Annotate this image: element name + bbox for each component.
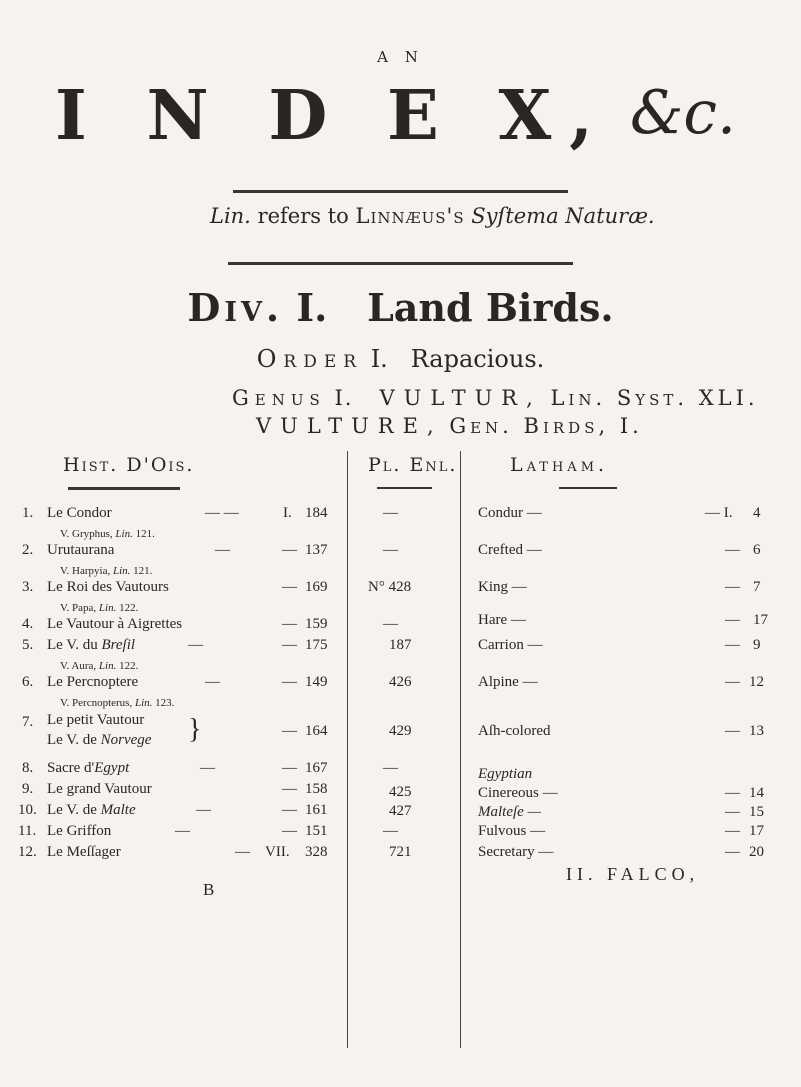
entry-vol: —	[282, 579, 297, 595]
entry-num: 3.	[22, 579, 34, 595]
entry-latham-vol: —	[725, 785, 740, 801]
entry-latham: Hare —	[478, 612, 526, 628]
entry-latham-vol: —	[725, 723, 740, 739]
entry-latham: Crefted —	[478, 542, 542, 558]
column-header-hist: Hist. D'Ois.	[63, 454, 195, 476]
entry-name-2-italic: Norvege	[100, 732, 152, 748]
synonym	[60, 602, 138, 614]
entry-page: 137	[305, 542, 328, 558]
division-label: Div.	[187, 285, 284, 330]
entry-name: Urutaurana	[47, 542, 115, 558]
entry-pl: —	[383, 616, 398, 632]
entry-pl: 721	[389, 844, 412, 860]
entry-page: 328	[305, 844, 328, 860]
entry-name	[47, 760, 129, 777]
entry-num: 1.	[22, 505, 34, 521]
entry-latham-page: 17	[749, 823, 764, 839]
synonym-lin: Lin.	[112, 565, 131, 577]
synonym-text: V. Harpyia,	[60, 565, 111, 577]
genus-num: I.	[334, 386, 354, 410]
entry-latham: Alpine —	[478, 674, 538, 690]
column-divider-1	[347, 451, 348, 1048]
synonym	[60, 660, 138, 672]
heading-index: I N D E X,	[55, 76, 611, 156]
entry-latham-vol: —	[725, 823, 740, 839]
entry-latham-vol: —	[725, 579, 740, 595]
entry-vol: —	[282, 637, 297, 653]
entry-name: Le Griffon	[47, 823, 112, 839]
entry-latham: Secretary —	[478, 844, 554, 860]
entry-vol: —	[282, 823, 297, 839]
entry-pl: 425	[389, 784, 412, 800]
entry-page: 175	[305, 637, 328, 653]
entry-dash: —	[215, 542, 230, 558]
entry-vol: —	[282, 760, 297, 776]
entry-vol: —	[282, 723, 297, 739]
synonym-text: V. Aura,	[60, 660, 97, 672]
entry-name-text: Sacre d'	[47, 760, 95, 776]
synonym-ref: 123.	[155, 697, 175, 709]
entry-num: 12.	[18, 844, 37, 860]
entry-num: 10.	[18, 802, 37, 818]
order-heading	[0, 345, 801, 373]
synonym-ref: 122.	[119, 660, 139, 672]
entry-page: 167	[305, 760, 328, 776]
genus-latin: VULTUR,	[379, 386, 542, 410]
entry-latham-page: 15	[749, 804, 764, 820]
entry-dash: — —	[205, 505, 239, 521]
entry-num: 4.	[22, 616, 34, 632]
entry-pl: —	[383, 505, 398, 521]
entry-page: 151	[305, 823, 328, 839]
column-header-latham: Latham.	[510, 454, 609, 476]
entry-pl: 427	[389, 803, 412, 819]
linnaeus-name: Linnæus's	[355, 204, 465, 228]
entry-name: Le grand Vautour	[47, 781, 152, 797]
entry-latham-page: 12	[749, 674, 764, 690]
entry-vol: —	[282, 674, 297, 690]
header-rule	[233, 190, 568, 193]
entry-name-italic: Breſil	[101, 637, 136, 653]
division-heading	[0, 285, 801, 330]
entry-vol: —	[282, 616, 297, 632]
signature-mark: B	[203, 880, 215, 899]
synonym	[60, 697, 174, 709]
entry-page: 159	[305, 616, 328, 632]
entry-vol: —	[282, 781, 297, 797]
entry-latham: Cinereous —	[478, 785, 558, 801]
entry-latham-page: 20	[749, 844, 764, 860]
entry-page: 169	[305, 579, 328, 595]
heading-etc: &c.	[630, 78, 737, 148]
brace-icon: }	[188, 714, 202, 745]
synonym-lin: Lin.	[115, 528, 133, 540]
entry-name: Le Percnoptere	[47, 674, 139, 690]
division-title: Land Birds.	[367, 285, 614, 330]
entry-name: Le Condor	[47, 505, 112, 521]
pl-underline	[377, 487, 432, 489]
entry-latham-page: 14	[749, 785, 764, 801]
entry-name-2	[47, 732, 151, 749]
entry-num: 6.	[22, 674, 34, 690]
entry-name: Le petit Vautour	[47, 712, 145, 728]
order-label: Order	[256, 345, 364, 373]
entry-num: 8.	[22, 760, 34, 776]
synonym	[60, 528, 155, 540]
entry-latham-vol: —	[725, 542, 740, 558]
entry-vol: VII.	[265, 844, 290, 860]
refers-to: refers to	[257, 204, 349, 228]
entry-latham-page: 17	[753, 612, 768, 628]
entry-latham-vol: —	[725, 844, 740, 860]
entry-latham	[478, 804, 541, 821]
genus-english-line	[256, 414, 643, 438]
division-num: I.	[296, 285, 328, 330]
genus-heading	[232, 386, 759, 410]
entry-name	[47, 637, 135, 654]
entry-latham-vol: —	[725, 804, 740, 820]
entry-num: 7.	[22, 714, 34, 730]
entry-page: 161	[305, 802, 328, 818]
entry-dash: —	[175, 823, 190, 839]
linnaeus-note	[210, 204, 655, 228]
entry-latham-italic: Malteſe —	[478, 804, 541, 820]
synonym-text: V. Percnopterus,	[60, 697, 133, 709]
entry-latham-page: 9	[753, 637, 761, 653]
entry-latham: Fulvous —	[478, 823, 546, 839]
entry-num: 5.	[22, 637, 34, 653]
entry-page: 164	[305, 723, 328, 739]
entry-pl: 187	[389, 637, 412, 653]
entry-name-italic: Egypt	[94, 760, 130, 776]
genus-label: Genus	[232, 386, 326, 410]
entry-vol: —	[282, 802, 297, 818]
synonym-ref: 122.	[119, 602, 139, 614]
entry-latham-page: 6	[753, 542, 761, 558]
synonym-lin: Lin.	[98, 660, 117, 672]
entry-latham-vol: —	[725, 674, 740, 690]
synonym-ref: 121.	[135, 528, 155, 540]
entry-num: 11.	[18, 823, 37, 839]
entry-vol: —	[282, 542, 297, 558]
column-header-pl: Pl. Enl.	[368, 454, 458, 476]
entry-pl: —	[383, 542, 398, 558]
column-divider-2	[460, 451, 461, 1048]
synonym-text: V. Papa,	[60, 602, 97, 614]
genus-ref2: Gen. Birds, I.	[449, 414, 643, 438]
entry-latham: Condur —	[478, 505, 542, 521]
entry-name-italic: Malte	[100, 802, 136, 818]
entry-dash: —	[235, 844, 250, 860]
genus-english: VULTURE,	[256, 414, 443, 438]
entry-latham-page: 13	[749, 723, 764, 739]
entry-pl: —	[383, 823, 398, 839]
synonym-text: V. Gryphus,	[60, 528, 113, 540]
order-title: Rapacious.	[410, 345, 545, 373]
entry-page: 149	[305, 674, 328, 690]
entry-num: 9.	[22, 781, 34, 797]
entry-name: Le Meſſager	[47, 844, 121, 860]
entry-dash: —	[188, 637, 203, 653]
entry-name: Le Roi des Vautours	[47, 579, 169, 595]
entry-latham: Egyptian	[478, 766, 533, 782]
synonym-lin: Lin.	[134, 697, 153, 709]
systema-title: Syſtema Naturæ.	[471, 204, 655, 228]
entry-pl: 429	[389, 723, 412, 739]
entry-pl: N° 428	[368, 579, 412, 595]
lin-abbrev: Lin.	[210, 204, 251, 228]
synonym-lin: Lin.	[98, 602, 117, 614]
entry-pl: —	[383, 760, 398, 776]
synonym-ref: 121.	[133, 565, 153, 577]
entry-dash: —	[205, 674, 220, 690]
entry-name-text: Le V. du	[47, 637, 98, 653]
entry-page: 184	[305, 505, 328, 521]
entry-num: 2.	[22, 542, 34, 558]
header-rule-2	[228, 262, 573, 265]
entry-latham-page: 7	[753, 579, 761, 595]
entry-latham-page: 4	[753, 505, 761, 521]
entry-pl: 426	[389, 674, 412, 690]
entry-latham-vol: —	[725, 637, 740, 653]
heading-an: A N	[377, 48, 424, 66]
entry-name-text: Le V. de	[47, 802, 97, 818]
entry-latham: King —	[478, 579, 527, 595]
hist-underline	[68, 487, 180, 490]
entry-name: Le Vautour à Aigrettes	[47, 616, 183, 632]
entry-page: 158	[305, 781, 328, 797]
synonym	[60, 565, 152, 577]
entry-name	[47, 802, 136, 819]
entry-latham: Aſh-colored	[478, 723, 551, 739]
entry-latham-vol: — I.	[705, 505, 733, 521]
latham-underline	[559, 487, 617, 489]
entry-name-2-text: Le V. de	[47, 732, 97, 748]
entry-vol: I.	[283, 505, 292, 521]
genus-ref: Lin. Syst. XLI.	[550, 386, 759, 410]
order-num: I.	[370, 345, 388, 373]
entry-dash: —	[196, 802, 211, 818]
entry-latham: Carrion —	[478, 637, 543, 653]
catchword: II. FALCO,	[566, 864, 700, 884]
entry-latham-vol: —	[725, 612, 740, 628]
entry-dash: —	[200, 760, 215, 776]
